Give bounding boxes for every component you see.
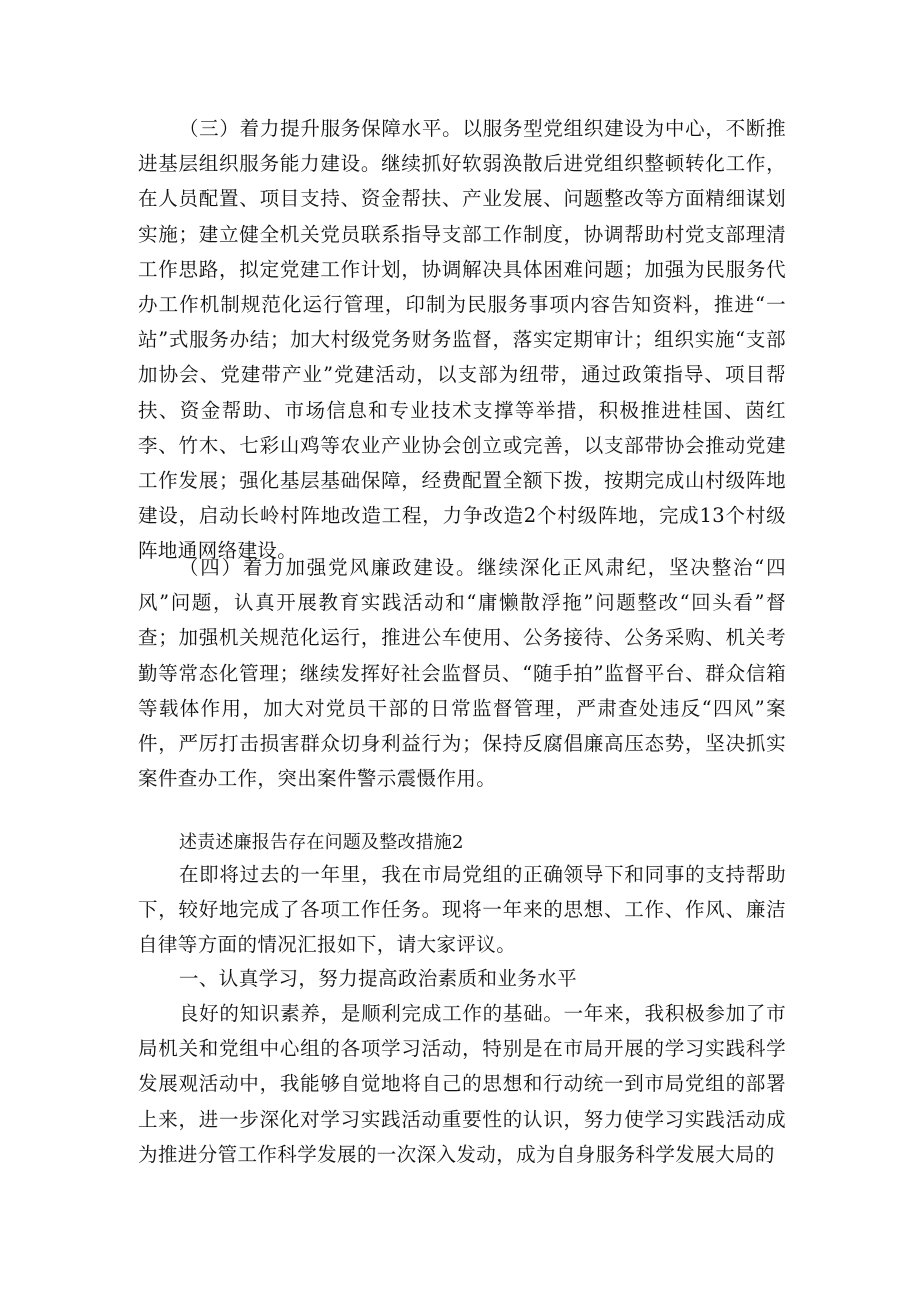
section-three-paragraph: （三）着力提升服务保障水平。以服务型党组织建设为中心，不断推进基层组织服务能力建设。继续抓好软弱涣散后进党组织整顿转化工作，在人员配置、项目支持、资金帮扶、产业发展、问题整改等方面精细谋划实施；建立健全机关党员联系指导支部工作制度，协调帮助村党支部理清工作思路，拟定党建工作计划，协调解决具体困难问题；加强为民服务代办工作机制规范化运行管理，印制为民服务事项内容告知资料，推进“一站”式服务办结；加大村级党务财务监督，落实定期审计；组织实施“支部加协会、党建带产业”党建活动，以支部为纽带，通过政策指导、项目帮扶、资金帮助、市场信息和专业技术支撑等举措，积极推进桂国、茵红李、竹木、七彩山鸡等农业产业协会创立或完善，以支部带协会推动党建工作发展；强化基层基础保障，经费配置全额下拨，按期完成山村级阵地建设，启动长岭村阵地改造工程，力争改造2个村级阵地，完成13个村级阵地通网络建设。 [138,117,786,563]
section-four-paragraph: （四）着力加强党风廉政建设。继续深化正风肃纪，坚决整治“四风”问题，认真开展教育实践活动和“庸懒散浮拖”问题整改“回头看”督查；加强机关规范化运行，推进公车使用、公务接待、公务采购、机关考勤等常态化管理；继续发挥好社会监督员、“随手拍”监督平台、群众信箱等载体作用，加大对党员干部的日常监督管理，严肃查处违反“四风”案件，严厉打击损害群众切身利益行为；保持反腐倡廉高压态势，坚决抓实案件查办工作，突出案件警示震慑作用。 [138,556,786,791]
section-heading-study: 一、认真学习，努力提高政治素质和业务水平 [179,967,578,990]
intro-paragraph: 在即将过去的一年里，我在市局党组的正确领导下和同事的支持帮助下，较好地完成了各项工作任务。现将一年来的思想、工作、作风、廉洁自律等方面的情况汇报如下，请大家评议。 [138,863,786,957]
study-paragraph: 良好的知识素养，是顺利完成工作的基础。一年来，我积极参加了市局机关和党组中心组的各项学习活动，特别是在市局开展的学习实践科学发展观活动中，我能够自觉地将自己的思想和行动统一到市局党组的部署上来，进一步深化对学习实践活动重要性的认识，努力使学习实践活动成为推进分管工作科学发展的一次深入发动，成为自身服务科学发展大局的 [138,1002,786,1166]
report-subtitle: 述责述廉报告存在问题及整改措施2 [179,832,464,853]
